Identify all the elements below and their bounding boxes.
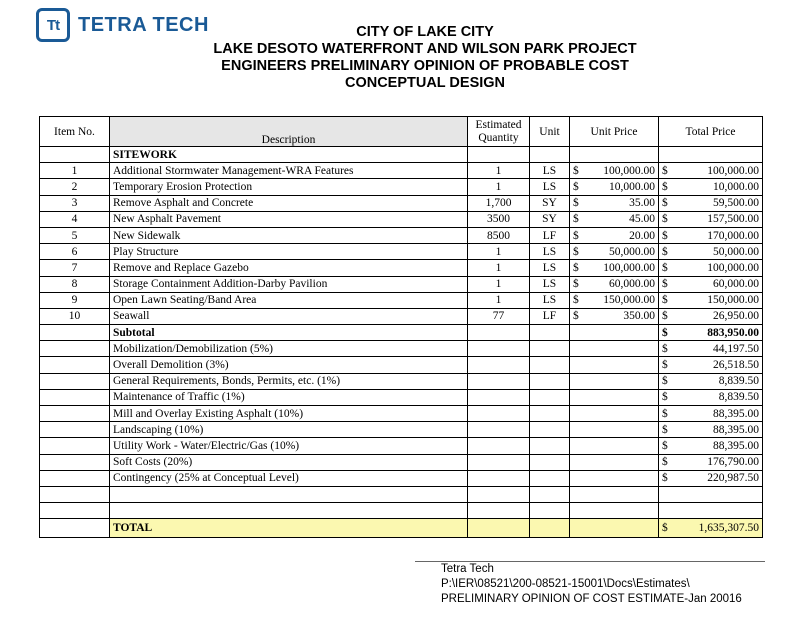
addition-description: Maintenance of Traffic (1%)	[110, 389, 468, 405]
item-description: Seawall	[110, 308, 468, 324]
empty-cell	[570, 438, 659, 454]
amount: 44,197.50	[713, 342, 759, 355]
item-number: 9	[40, 292, 110, 308]
empty-cell	[570, 454, 659, 470]
empty-cell	[570, 422, 659, 438]
addition-total	[659, 454, 763, 470]
empty-cell	[40, 486, 110, 502]
currency-symbol: $	[662, 229, 668, 242]
addition-row	[40, 357, 763, 373]
item-unit: LS	[530, 179, 570, 195]
addition-description: Landscaping (10%)	[110, 422, 468, 438]
empty-cell	[570, 373, 659, 389]
item-unit-price	[570, 276, 659, 292]
tetra-tech-logo-icon: Tt	[36, 8, 70, 42]
amount: 88,395.00	[713, 407, 759, 420]
item-description: Additional Stormwater Management-WRA Features	[110, 163, 468, 179]
addition-row	[40, 438, 763, 454]
currency-symbol: $	[662, 180, 668, 193]
amount: 50,000.00	[609, 245, 655, 258]
table-row	[40, 244, 763, 260]
empty-cell	[570, 325, 659, 341]
item-description: Play Structure	[110, 244, 468, 260]
item-total-price	[659, 179, 763, 195]
empty-cell	[40, 470, 110, 486]
item-quantity: 1	[468, 260, 530, 276]
section-row	[40, 147, 763, 163]
footer	[441, 562, 742, 607]
empty-cell	[530, 357, 570, 373]
cost-estimate-table	[39, 116, 763, 538]
item-total-price	[659, 163, 763, 179]
item-number: 7	[40, 260, 110, 276]
table-row	[40, 227, 763, 243]
item-description: Open Lawn Seating/Band Area	[110, 292, 468, 308]
header-quantity-line2: Quantity	[478, 131, 519, 144]
addition-row	[40, 454, 763, 470]
currency-symbol: $	[662, 261, 668, 274]
title-design: CONCEPTUAL DESIGN	[344, 75, 506, 91]
amount: 100,000.00	[707, 261, 759, 274]
item-unit: LF	[530, 308, 570, 324]
empty-cell	[570, 470, 659, 486]
empty-cell	[530, 325, 570, 341]
currency-symbol: $	[573, 310, 579, 323]
item-unit-price	[570, 244, 659, 260]
empty-cell	[40, 438, 110, 454]
footer-doc-name: PRELIMINARY OPINION OF COST ESTIMATE-Jan 20016	[441, 593, 742, 605]
currency-symbol: $	[662, 278, 668, 291]
item-quantity: 1	[468, 179, 530, 195]
blank-row	[40, 503, 763, 519]
addition-total	[659, 422, 763, 438]
currency-symbol: $	[573, 261, 579, 274]
empty-cell	[40, 454, 110, 470]
empty-cell	[570, 503, 659, 519]
footer-path: P:\IER\08521\200-08521-15001\Docs\Estimates\	[441, 578, 690, 590]
addition-total	[659, 389, 763, 405]
currency-symbol: $	[573, 180, 579, 193]
amount: 220,987.50	[707, 472, 759, 485]
amount: 20.00	[629, 229, 655, 242]
item-unit: SY	[530, 211, 570, 227]
currency-symbol: $	[662, 375, 668, 388]
amount: 100,000.00	[603, 164, 655, 177]
currency-symbol: $	[662, 310, 668, 323]
empty-cell	[468, 341, 530, 357]
amount: 157,500.00	[707, 213, 759, 226]
item-unit: LS	[530, 163, 570, 179]
header-unit: Unit	[530, 117, 570, 147]
currency-symbol: $	[662, 164, 668, 177]
item-total-price	[659, 244, 763, 260]
addition-total	[659, 406, 763, 422]
item-number: 4	[40, 211, 110, 227]
item-total-price	[659, 211, 763, 227]
amount: 176,790.00	[707, 456, 759, 469]
item-quantity: 77	[468, 308, 530, 324]
item-total-price	[659, 227, 763, 243]
addition-row	[40, 406, 763, 422]
empty-cell	[468, 438, 530, 454]
empty-cell	[530, 389, 570, 405]
table-row	[40, 292, 763, 308]
currency-symbol: $	[662, 456, 668, 469]
empty-cell	[468, 357, 530, 373]
empty-cell	[468, 470, 530, 486]
currency-symbol: $	[662, 326, 668, 339]
amount: 60,000.00	[609, 278, 655, 291]
item-quantity: 1,700	[468, 195, 530, 211]
table-row	[40, 179, 763, 195]
item-total-price	[659, 195, 763, 211]
empty-cell	[468, 422, 530, 438]
currency-symbol: $	[662, 197, 668, 210]
subtotal-row	[40, 325, 763, 341]
addition-total	[659, 470, 763, 486]
item-quantity: 1	[468, 292, 530, 308]
table-row	[40, 276, 763, 292]
table-header-row	[40, 117, 763, 147]
empty-cell	[530, 519, 570, 538]
item-quantity: 3500	[468, 211, 530, 227]
empty-cell	[570, 519, 659, 538]
item-unit-price	[570, 260, 659, 276]
title-opinion: ENGINEERS PRELIMINARY OPINION OF PROBABLE COST	[221, 58, 629, 74]
empty-cell	[40, 373, 110, 389]
addition-row	[40, 389, 763, 405]
header-quantity	[468, 117, 530, 147]
currency-symbol: $	[573, 164, 579, 177]
currency-symbol: $	[662, 472, 668, 485]
item-unit-price	[570, 308, 659, 324]
header-unit-price: Unit Price	[570, 117, 659, 147]
addition-description: Mill and Overlay Existing Asphalt (10%)	[110, 406, 468, 422]
title-project: LAKE DESOTO WATERFRONT AND WILSON PARK PROJECT	[213, 41, 637, 57]
addition-row	[40, 422, 763, 438]
currency-symbol: $	[573, 245, 579, 258]
table-row	[40, 211, 763, 227]
item-quantity: 1	[468, 276, 530, 292]
empty-cell	[468, 519, 530, 538]
currency-symbol: $	[662, 342, 668, 355]
empty-cell	[570, 341, 659, 357]
item-description: Remove and Replace Gazebo	[110, 260, 468, 276]
currency-symbol: $	[662, 213, 668, 226]
empty-cell	[468, 454, 530, 470]
empty-cell	[468, 325, 530, 341]
item-unit: LS	[530, 260, 570, 276]
subtotal-total	[659, 325, 763, 341]
empty-cell	[530, 470, 570, 486]
empty-cell	[530, 503, 570, 519]
item-description: New Asphalt Pavement	[110, 211, 468, 227]
addition-total	[659, 438, 763, 454]
amount: 100,000.00	[707, 164, 759, 177]
currency-symbol: $	[573, 278, 579, 291]
currency-symbol: $	[662, 439, 668, 452]
amount: 88,395.00	[713, 439, 759, 452]
document-titles	[0, 24, 800, 92]
amount: 26,518.50	[713, 359, 759, 372]
title-city: CITY OF LAKE CITY	[356, 24, 494, 40]
empty-cell	[570, 486, 659, 502]
item-number: 8	[40, 276, 110, 292]
addition-row	[40, 373, 763, 389]
amount: 59,500.00	[713, 197, 759, 210]
empty-cell	[530, 422, 570, 438]
item-unit-price	[570, 179, 659, 195]
subtotal-label: Subtotal	[110, 325, 468, 341]
header-description: Description	[110, 117, 468, 147]
amount: 35.00	[629, 197, 655, 210]
item-number: 6	[40, 244, 110, 260]
table-row	[40, 195, 763, 211]
item-description: New Sidewalk	[110, 227, 468, 243]
empty-cell	[659, 486, 763, 502]
company-name: TETRA TECH	[78, 13, 209, 36]
amount: 26,950.00	[713, 310, 759, 323]
item-description: Temporary Erosion Protection	[110, 179, 468, 195]
header-quantity-line1: Estimated	[475, 118, 522, 131]
addition-description: Overall Demolition (3%)	[110, 357, 468, 373]
item-unit-price	[570, 195, 659, 211]
total-row	[40, 519, 763, 538]
item-unit-price	[570, 163, 659, 179]
currency-symbol: $	[662, 391, 668, 404]
empty-cell	[110, 503, 468, 519]
table-row	[40, 260, 763, 276]
addition-row	[40, 341, 763, 357]
amount: 10,000.00	[713, 180, 759, 193]
item-description: Remove Asphalt and Concrete	[110, 195, 468, 211]
currency-symbol: $	[662, 245, 668, 258]
item-number: 10	[40, 308, 110, 324]
item-unit-price	[570, 292, 659, 308]
item-total-price	[659, 308, 763, 324]
amount: 150,000.00	[603, 294, 655, 307]
table-row	[40, 308, 763, 324]
footer-company: Tetra Tech	[441, 563, 494, 575]
empty-cell	[40, 357, 110, 373]
item-unit-price	[570, 211, 659, 227]
empty-cell	[468, 373, 530, 389]
grand-total	[659, 519, 763, 538]
empty-cell	[40, 519, 110, 538]
addition-description: Mobilization/Demobilization (5%)	[110, 341, 468, 357]
amount: 883,950.00	[707, 326, 759, 339]
empty-cell	[530, 486, 570, 502]
empty-cell	[468, 503, 530, 519]
table-row	[40, 163, 763, 179]
empty-cell	[468, 389, 530, 405]
amount: 10,000.00	[609, 180, 655, 193]
item-quantity: 8500	[468, 227, 530, 243]
empty-cell	[468, 406, 530, 422]
empty-cell	[570, 406, 659, 422]
empty-cell	[530, 406, 570, 422]
item-unit: LS	[530, 292, 570, 308]
currency-symbol: $	[573, 197, 579, 210]
item-unit: LS	[530, 244, 570, 260]
addition-total	[659, 373, 763, 389]
currency-symbol: $	[662, 407, 668, 420]
amount: 1,635,307.50	[698, 522, 759, 535]
addition-description: Utility Work - Water/Electric/Gas (10%)	[110, 438, 468, 454]
addition-row	[40, 470, 763, 486]
addition-total	[659, 357, 763, 373]
amount: 170,000.00	[707, 229, 759, 242]
empty-cell	[40, 422, 110, 438]
amount: 8,839.50	[718, 391, 759, 404]
empty-cell	[530, 438, 570, 454]
item-total-price	[659, 292, 763, 308]
amount: 45.00	[629, 213, 655, 226]
empty-cell	[468, 486, 530, 502]
item-number: 5	[40, 227, 110, 243]
empty-cell	[570, 357, 659, 373]
amount: 88,395.00	[713, 423, 759, 436]
header-total-price: Total Price	[659, 117, 763, 147]
amount: 60,000.00	[713, 278, 759, 291]
item-number: 2	[40, 179, 110, 195]
empty-cell	[40, 503, 110, 519]
blank-row	[40, 486, 763, 502]
amount: 50,000.00	[713, 245, 759, 258]
amount: 350.00	[623, 310, 655, 323]
empty-cell	[530, 454, 570, 470]
addition-total	[659, 341, 763, 357]
total-label: TOTAL	[110, 519, 468, 538]
empty-cell	[659, 503, 763, 519]
amount: 150,000.00	[707, 294, 759, 307]
currency-symbol: $	[662, 423, 668, 436]
item-number: 1	[40, 163, 110, 179]
item-description: Storage Containment Addition-Darby Pavilion	[110, 276, 468, 292]
empty-cell	[40, 406, 110, 422]
currency-symbol: $	[662, 522, 668, 535]
item-quantity: 1	[468, 244, 530, 260]
item-number: 3	[40, 195, 110, 211]
item-unit: SY	[530, 195, 570, 211]
header-item-no: Item No.	[40, 117, 110, 147]
empty-cell	[530, 373, 570, 389]
addition-description: General Requirements, Bonds, Permits, etc. (1%)	[110, 373, 468, 389]
currency-symbol: $	[573, 213, 579, 226]
currency-symbol: $	[662, 294, 668, 307]
currency-symbol: $	[662, 359, 668, 372]
item-unit: LF	[530, 227, 570, 243]
addition-description: Contingency (25% at Conceptual Level)	[110, 470, 468, 486]
empty-cell	[40, 389, 110, 405]
item-unit: LS	[530, 276, 570, 292]
empty-cell	[570, 389, 659, 405]
currency-symbol: $	[573, 294, 579, 307]
amount: 100,000.00	[603, 261, 655, 274]
item-total-price	[659, 276, 763, 292]
section-label: SITEWORK	[110, 147, 468, 163]
item-unit-price	[570, 227, 659, 243]
item-quantity: 1	[468, 163, 530, 179]
empty-cell	[40, 341, 110, 357]
item-total-price	[659, 260, 763, 276]
addition-description: Soft Costs (20%)	[110, 454, 468, 470]
empty-cell	[530, 341, 570, 357]
amount: 8,839.50	[718, 375, 759, 388]
currency-symbol: $	[573, 229, 579, 242]
empty-cell	[40, 325, 110, 341]
empty-cell	[110, 486, 468, 502]
